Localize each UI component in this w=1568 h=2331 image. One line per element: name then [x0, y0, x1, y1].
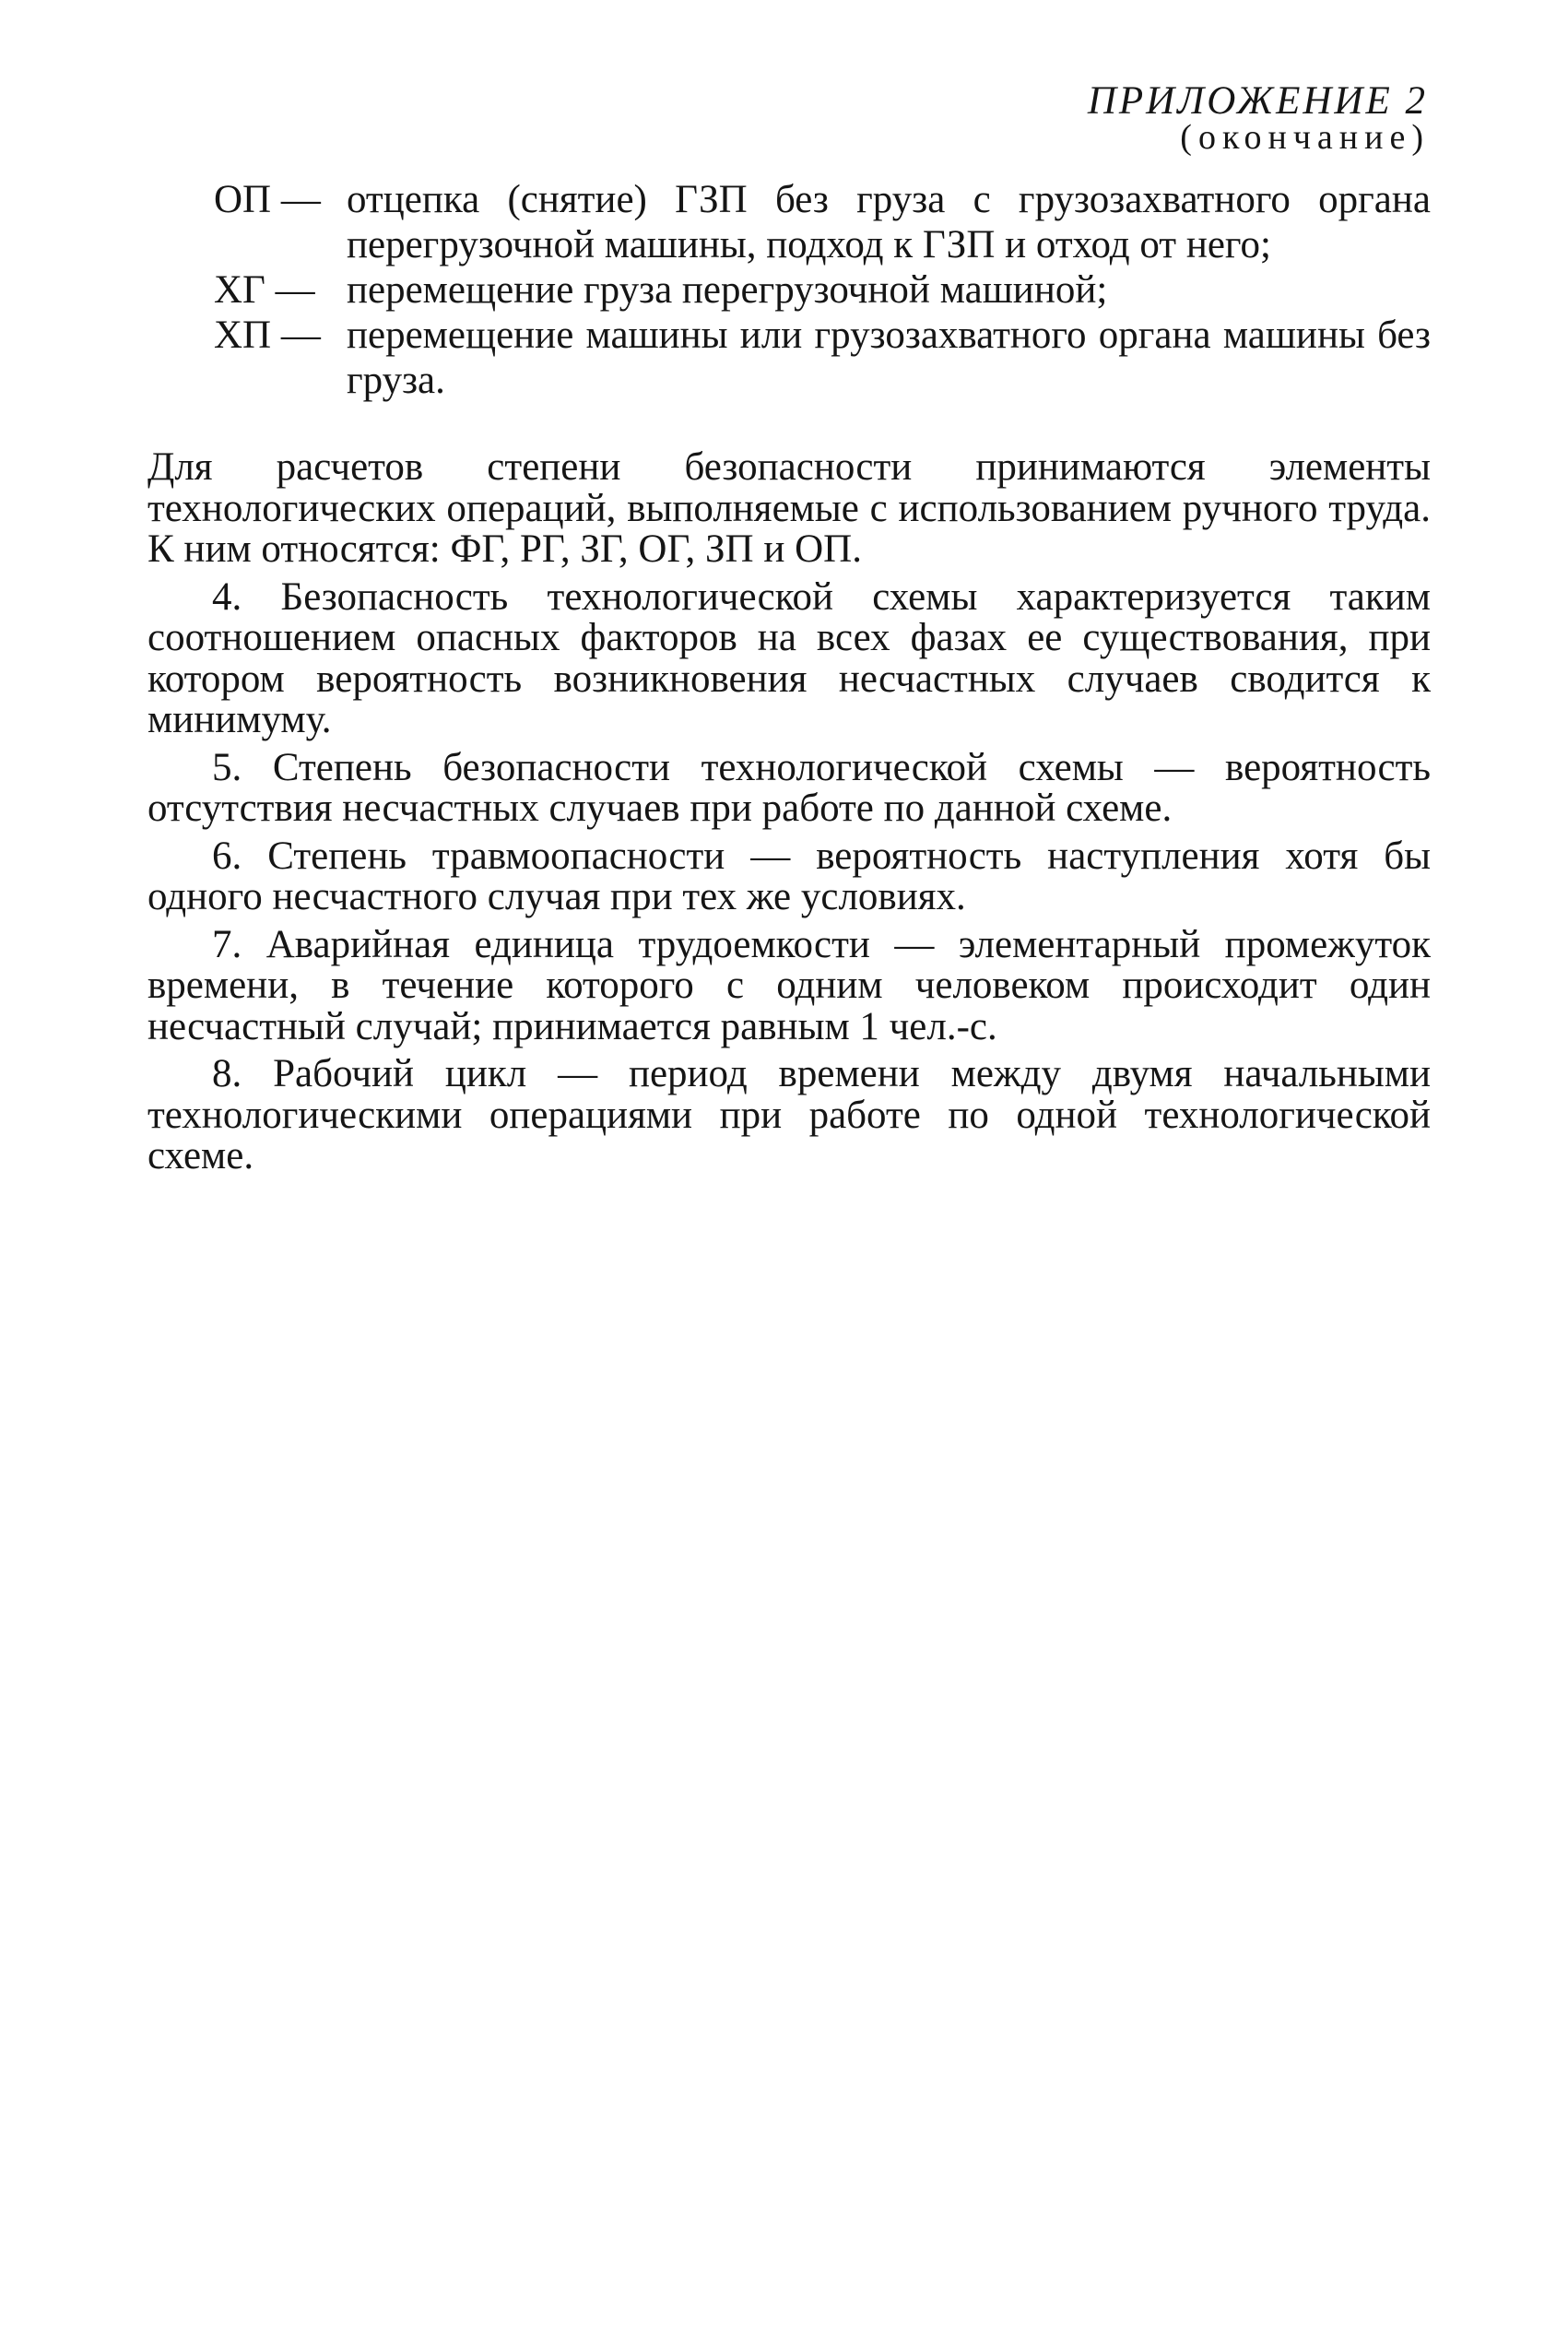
abbreviation-row-hp — [214, 313, 1431, 403]
abbreviation-definition: отцепка (снятие) ГЗП без груза с грузозахватного органа перегрузочной машины, подход к ГЗП и отход от него; — [347, 178, 1431, 266]
paragraph-item-5: 5. Степень безопасности технологической схемы — вероятность отсутствия несчастных случаев при работе по данной схеме. — [147, 745, 1431, 830]
paragraph-item-8: 8. Рабочий цикл — период времени между двумя начальными технологическими операциями при работе по одной технологической схеме. — [147, 1052, 1431, 1177]
appendix-title: ПРИЛОЖЕНИЕ 2 — [1087, 79, 1428, 123]
paragraph-item-6: 6. Степень травмоопасности — вероятность наступления хотя бы одного несчастного случая при тех же условиях. — [147, 834, 1431, 918]
abbreviation-definition: перемещение машины или грузозахватного органа машины без груза. — [347, 314, 1431, 402]
abbreviation-code: ОП — — [214, 178, 321, 221]
paragraph-manual-labor: Для расчетов степени безопасности принимаются элементы технологических операций, выполняемые с использованием ручного труда. К ним относятся: ФГ, РГ, ЗГ, ОГ, ЗП и ОП. — [147, 445, 1431, 571]
paragraph-item-7: 7. Аварийная единица трудоемкости — элементарный промежуток времени, в течение которого с одним человеком происходит один несчастный случай; принимается равным 1 чел.-с. — [147, 922, 1431, 1048]
abbreviation-code: ХП — — [214, 314, 321, 357]
abbreviation-definition: перемещение груза перегрузочной машиной; — [347, 268, 1108, 312]
body-text — [147, 447, 1431, 1184]
paragraph-item-4: 4. Безопасность технологической схемы характеризуется таким соотношением опасных факторов на всех фазах ее существования, при котором вероятность возникновения несчастных случаев сводится к минимуму. — [147, 574, 1431, 741]
abbreviation-list — [214, 177, 1431, 403]
appendix-subtitle: (окончание) — [1180, 118, 1430, 157]
abbreviation-row-hg — [214, 267, 1431, 313]
abbreviation-code: ХГ — — [214, 268, 315, 312]
abbreviation-row-op — [214, 177, 1431, 267]
